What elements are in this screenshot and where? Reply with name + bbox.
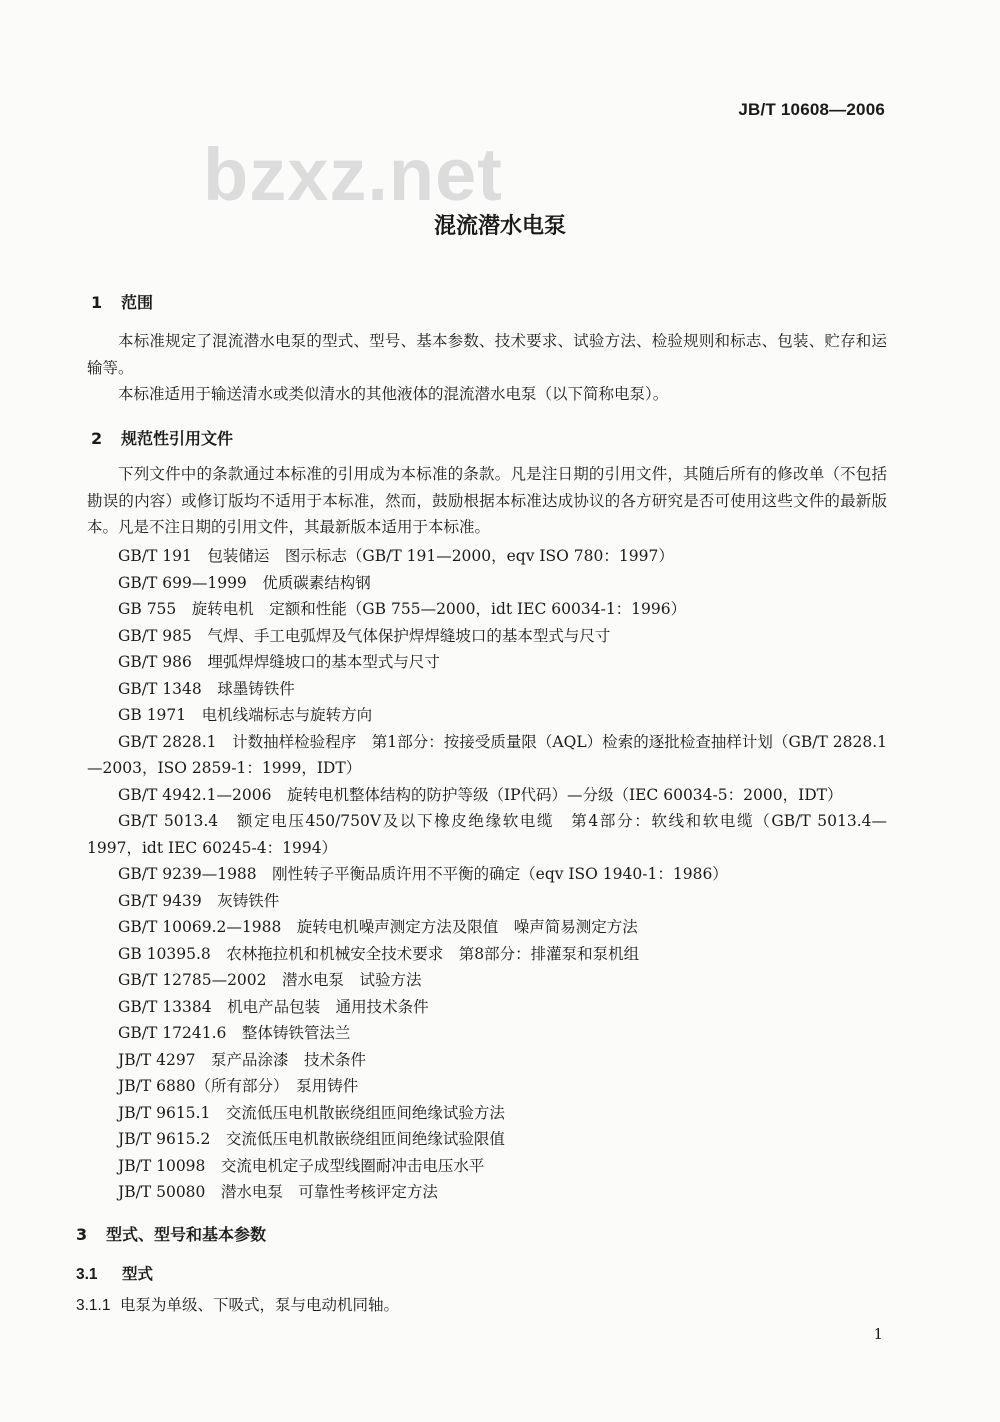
- reference-item: JB/T 9615.2 交流低压电机散嵌绕组匝间绝缘试验限值: [118, 1130, 505, 1148]
- section-number: 1: [91, 293, 103, 312]
- reference-item: GB/T 17241.6 整体铸铁管法兰: [118, 1024, 351, 1042]
- reference-item: JB/T 9615.1 交流低压电机散嵌绕组匝间绝缘试验方法: [118, 1103, 505, 1122]
- reference-item: JB/T 50080 潜水电泵 可靠性考核评定方法: [118, 1183, 438, 1201]
- reference-item: GB/T 9239—1988 刚性转子平衡品质许用不平衡的确定（eqv ISO 1940-1：1986）: [118, 865, 728, 883]
- section-2-heading: [91, 426, 233, 449]
- clause-3-1-1: [76, 1293, 399, 1315]
- section-number: 2: [91, 429, 103, 448]
- watermark: bzxz.net: [203, 133, 503, 216]
- page-number: 1: [873, 1325, 883, 1343]
- reference-item: GB/T 2828.1 计数抽样检验程序 第1部分：按接受质量限（AQL）检索的逐批检查抽样计划（GB/T 2828.1—2003，ISO 2859-1：1999，IDT）: [87, 732, 887, 777]
- reference-item: GB 10395.8 农林拖拉机和机械安全技术要求 第8部分：排灌泵和泵机组: [118, 944, 640, 963]
- reference-item: GB 755 旋转电机 定额和性能（GB 755—2000，idt IEC 60034-1：1996）: [118, 600, 687, 618]
- clause-number: 3.1: [76, 1266, 98, 1283]
- clause-3-1-heading: [76, 1262, 153, 1284]
- standard-code: JB/T 10608—2006: [738, 100, 885, 119]
- reference-item: GB/T 5013.4 额定电压450/750V及以下橡皮绝缘软电缆 第4部分：软线和软电缆（GB/T 5013.4—1997，idt IEC 60245-4：1994）: [87, 812, 887, 857]
- section-title: 规范性引用文件: [121, 429, 234, 448]
- reference-item: JB/T 10098 交流电机定子成型线圈耐冲击电压水平: [118, 1156, 485, 1175]
- reference-item: GB/T 12785—2002 潜水电泵 试验方法: [118, 971, 422, 989]
- clause-title: 型式: [122, 1265, 154, 1283]
- reference-item: GB/T 1348 球墨铸铁件: [118, 679, 295, 698]
- reference-item: GB/T 191 包装储运 图示标志（GB/T 191—2000，eqv ISO 780：1997）: [118, 547, 674, 565]
- section-title: 范围: [121, 293, 154, 312]
- reference-item: GB 1971 电机线端标志与旋转方向: [118, 706, 373, 724]
- reference-item: GB/T 4942.1—2006 旋转电机整体结构的防护等级（IP代码）—分级（IEC 60034-5：2000，IDT）: [118, 785, 843, 804]
- reference-item: GB/T 10069.2—1988 旋转电机噪声测定方法及限值 噪声简易测定方法: [118, 918, 638, 936]
- reference-item: GB/T 699—1999 优质碳素结构钢: [118, 573, 371, 592]
- section-title: 型式、型号和基本参数: [106, 1225, 267, 1244]
- section-3-heading: [76, 1222, 266, 1245]
- reference-item: JB/T 4297 泵产品涂漆 技术条件: [118, 1050, 367, 1069]
- reference-item: JB/T 6880（所有部分） 泵用铸件: [118, 1077, 359, 1095]
- reference-item: GB/T 13384 机电产品包装 通用技术条件: [118, 997, 429, 1016]
- scope-paragraph-2: 本标准适用于输送清水或类似清水的其他液体的混流潜水电泵（以下简称电泵）。: [118, 385, 669, 403]
- scope-paragraph-1: 本标准规定了混流潜水电泵的型式、型号、基本参数、技术要求、试验方法、检验规则和标志、包装、贮存和运输等。: [87, 332, 887, 377]
- reference-item: GB/T 9439 灰铸铁件: [118, 891, 280, 910]
- normative-intro: 下列文件中的条款通过本标准的引用成为本标准的条款。凡是注日期的引用文件，其随后所有的修改单（不包括勘误的内容）或修订版均不适用于本标准，然而，鼓励根据本标准达成协议的各方研究是否可使用这些文件的最新版本。凡是不注日期的引用文件，其最新版本适用于本标准。: [87, 465, 887, 536]
- reference-list: [87, 543, 887, 1206]
- section-number: 3: [76, 1225, 88, 1244]
- document-title: 混流潜水电泵: [433, 214, 566, 239]
- clause-text: 电泵为单级、下吸式，泵与电动机同轴。: [120, 1296, 400, 1314]
- section-1-heading: [91, 290, 153, 313]
- clause-number: 3.1.1: [76, 1297, 111, 1314]
- reference-item: GB/T 985 气焊、手工电弧焊及气体保护焊焊缝坡口的基本型式与尺寸: [118, 626, 611, 645]
- reference-item: GB/T 986 埋弧焊焊缝坡口的基本型式与尺寸: [118, 653, 440, 671]
